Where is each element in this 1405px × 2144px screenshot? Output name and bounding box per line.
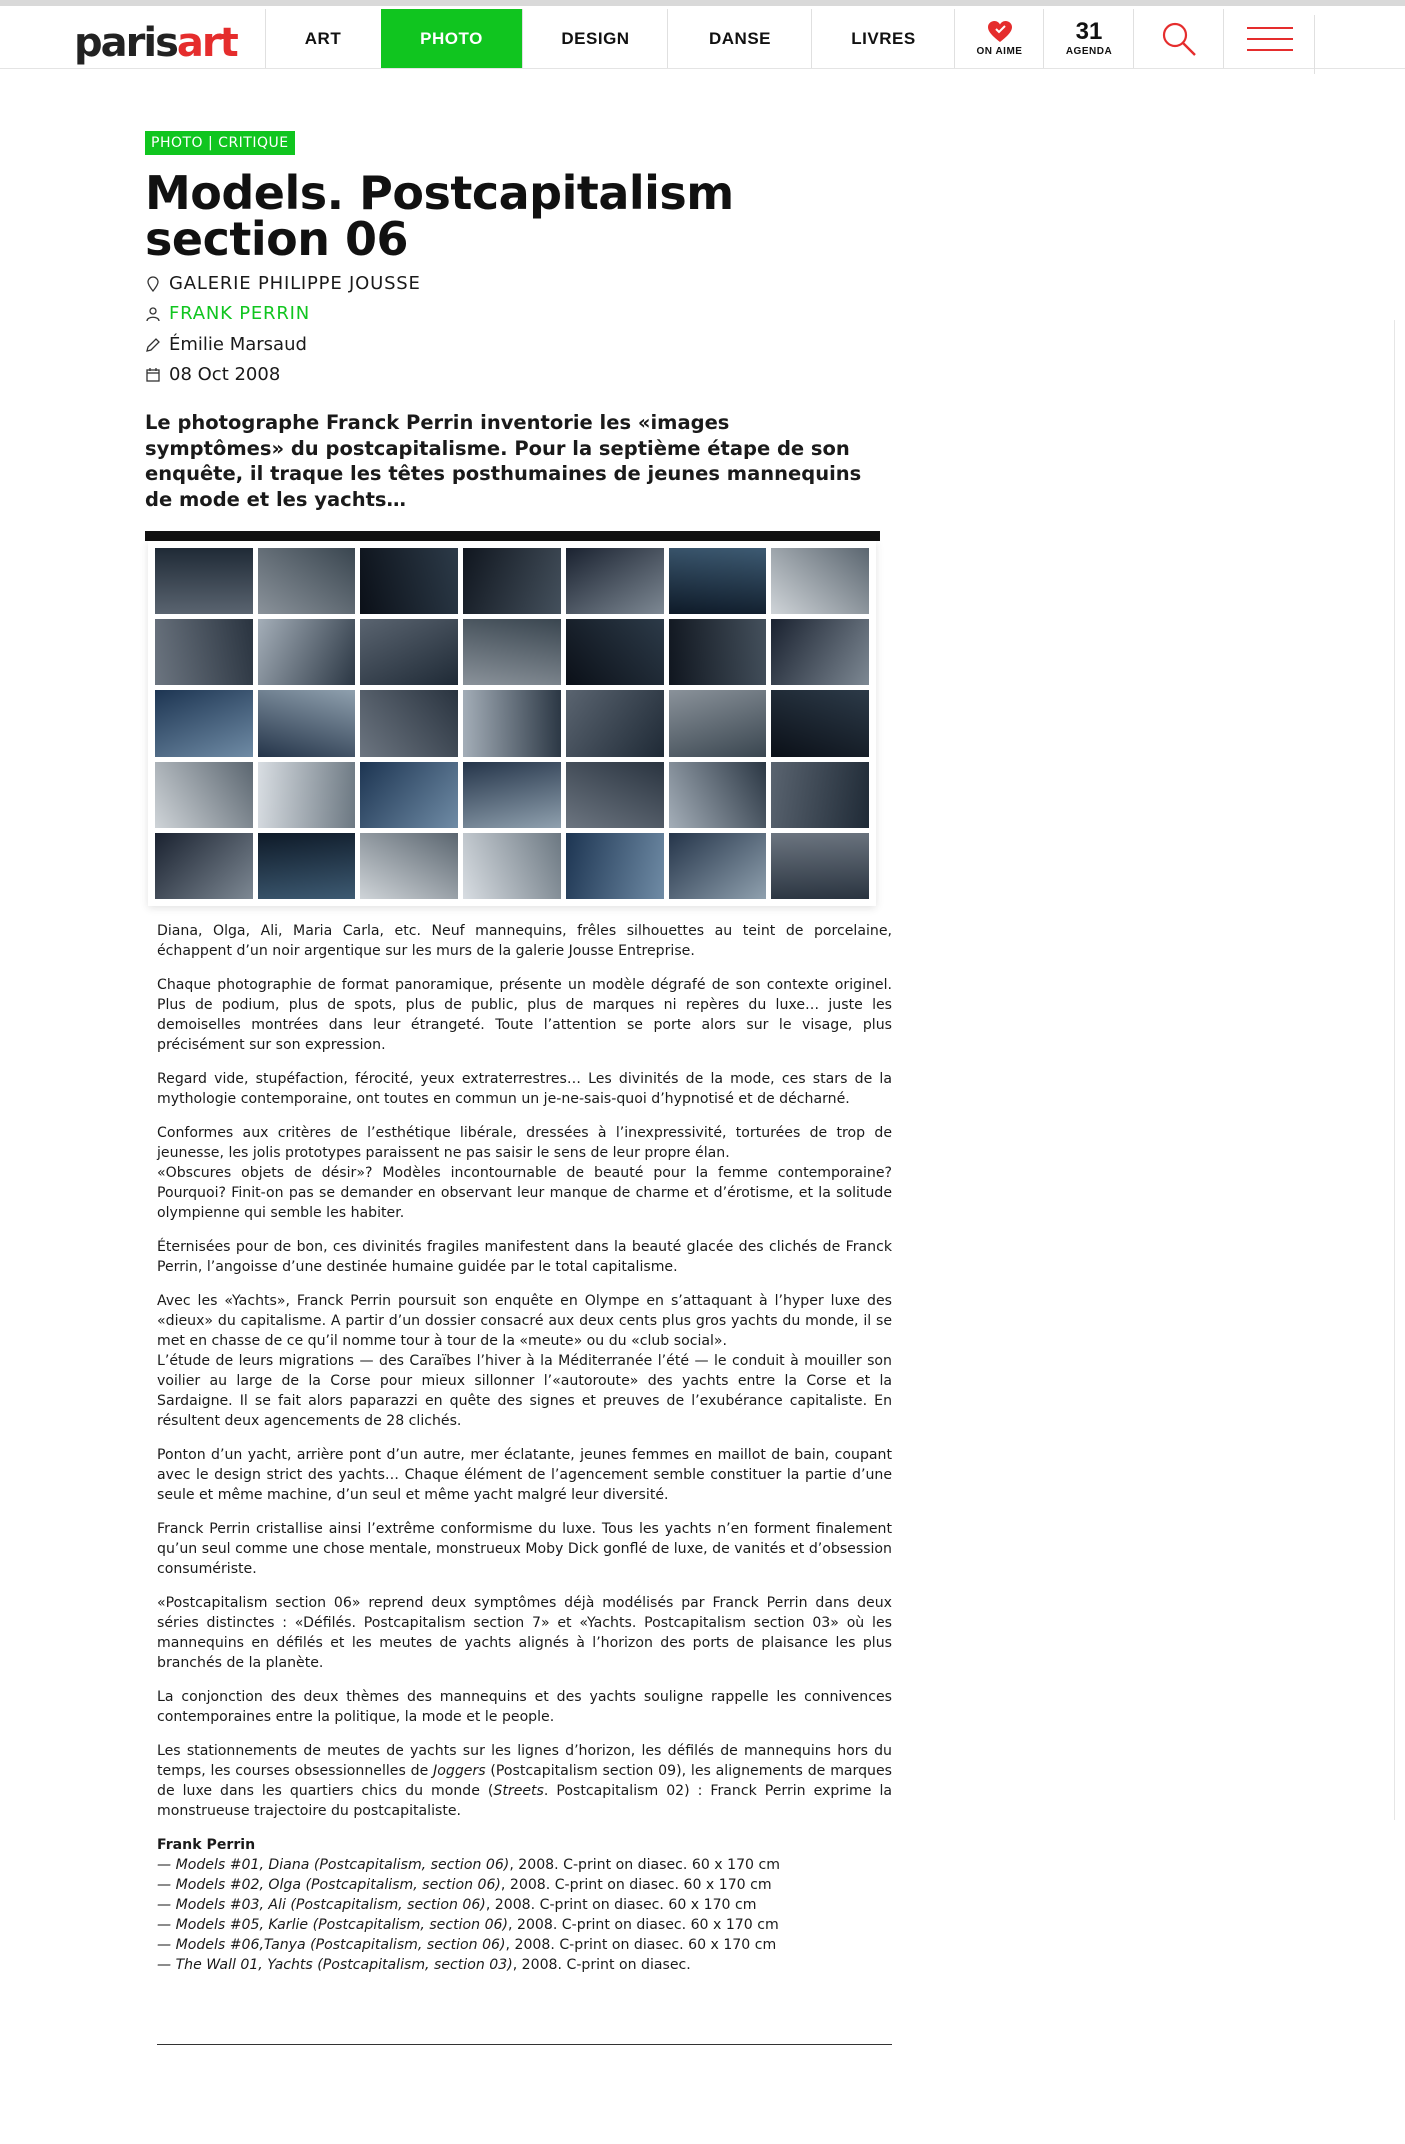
meta-date: 08 Oct 2008	[145, 364, 280, 385]
calendar-icon	[145, 367, 161, 383]
article-paragraph: Chaque photographie de format panoramique, présente un modèle dégrafé de son contexte originel. Plus de podium, plus de spots, plus de public, plus de marques ni repères du luxe… juste les demoiselles montrées dans leur étrangeté. Toute l’attention se porte alors sur le visage, plus précisément sur son expression.	[157, 977, 892, 1053]
mosaic-photo-tile	[360, 833, 458, 899]
meta-author: Émilie Marsaud	[145, 334, 307, 355]
mosaic-photo-tile	[155, 762, 253, 828]
mosaic-photo-tile	[771, 762, 869, 828]
pencil-icon	[145, 337, 161, 353]
nav-photo[interactable]: PHOTO	[381, 9, 522, 68]
credit-line: — Models #03, Ali (Postcapitalism, section 06), 2008. C-print on diasec. 60 x 170 cm	[157, 1897, 757, 1913]
mosaic-photo-tile	[669, 619, 767, 685]
on-aime-label: ON AIME	[976, 46, 1023, 57]
search-button[interactable]	[1133, 9, 1224, 68]
mosaic-photo-tile	[155, 833, 253, 899]
image-top-bar	[145, 531, 880, 541]
credit-line: — The Wall 01, Yachts (Postcapitalism, section 03), 2008. C-print on diasec.	[157, 1957, 691, 1973]
yachts-photo-mosaic[interactable]	[148, 541, 876, 906]
mosaic-photo-tile	[360, 690, 458, 756]
nav-design[interactable]: DESIGN	[522, 9, 668, 68]
nav-on-aime[interactable]	[954, 9, 1044, 68]
mosaic-photo-tile	[360, 762, 458, 828]
article-lead: Le photographe Franck Perrin inventorie les «images symptômes» du postcapitalisme. Pour la septième étape de son enquête, il traque les têtes posthumaines de jeunes mannequins de mode et les yachts…	[145, 411, 862, 511]
heart-icon	[987, 20, 1013, 44]
nav-danse[interactable]: DANSE	[667, 9, 812, 68]
mosaic-photo-tile	[155, 548, 253, 614]
mosaic-photo-tile	[463, 690, 561, 756]
mosaic-photo-tile	[258, 619, 356, 685]
credit-line: — Models #01, Diana (Postcapitalism, section 06), 2008. C-print on diasec. 60 x 170 cm	[157, 1857, 780, 1873]
location-pin-icon	[145, 276, 161, 292]
mosaic-photo-tile	[155, 690, 253, 756]
credit-line: — Models #02, Olga (Postcapitalism, section 06), 2008. C-print on diasec. 60 x 170 cm	[157, 1877, 772, 1893]
mosaic-photo-tile	[463, 548, 561, 614]
article-title: Models. Postcapitalism section 06	[145, 166, 734, 266]
search-icon	[1160, 20, 1198, 58]
menu-button[interactable]	[1223, 9, 1315, 68]
mosaic-photo-tile	[463, 619, 561, 685]
article-paragraph: Regard vide, stupéfaction, férocité, yeux extraterrestres… Les divinités de la mode, ces stars de la mythologie contemporaine, ont toutes en commun un je-ne-sais-quoi d’hypnotisé et de décharné.	[157, 1071, 892, 1107]
mosaic-photo-tile	[669, 548, 767, 614]
mosaic-photo-tile	[155, 619, 253, 685]
article-paragraph: Avec les «Yachts», Franck Perrin poursuit son enquête en Olympe en s’attaquant à l’hyper luxe des «dieux» du capitalisme. A partir d’un dossier consacré aux deux cents plus gros yachts du monde, il se met en chasse de ce qu’il nomme tour à tour de la «meute» ou du «club social». L’étude de leurs migrations — des Caraïbes l’hiver à la Méditerranée l’été — le conduit à mouiller son voilier au large de la Corse pour mieux sillonner l’«autoroute» des yachts entre la Corse et la Sardaigne. Il se fait alors paparazzi en quête des signes et preuves de l’exubérance capitaliste. En résultent deux agencements de 28 clichés.	[157, 1293, 892, 1429]
credit-line: — Models #05, Karlie (Postcapitalism, section 06), 2008. C-print on diasec. 60 x 170 cm	[157, 1917, 779, 1933]
person-icon	[145, 306, 161, 322]
article-paragraph: «Postcapitalism section 06» reprend deux symptômes déjà modélisés par Franck Perrin dans deux séries distinctes : «Défilés. Postcapitalism section 7» et «Yachts. Postcapitalism section 03» où les mannequins en défilés et les meutes de yachts alignés à l’horizon des ports de plaisance les plus branchés de la planète.	[157, 1595, 892, 1671]
nav-end-divider	[1314, 15, 1315, 74]
mosaic-photo-tile	[566, 548, 664, 614]
credit-line: — Models #06,Tanya (Postcapitalism, section 06), 2008. C-print on diasec. 60 x 170 cm	[157, 1937, 777, 1953]
mosaic-photo-tile	[258, 833, 356, 899]
mosaic-photo-tile	[566, 619, 664, 685]
mosaic-photo-tile	[771, 690, 869, 756]
article-paragraph: Ponton d’un yacht, arrière pont d’un autre, mer éclatante, jeunes femmes en maillot de bain, coupant avec le design strict des yachts… Chaque élément de l’agencement semble constituer la partie d’une seule et même machine, d’un seul et même yacht malgré leur diversité.	[157, 1447, 892, 1503]
article-paragraph-last: Les stationnements de meutes de yachts sur les lignes d’horizon, les défilés de mannequins hors du temps, les courses obsessionnelles de Joggers (Postcapitalism section 09), les alignements de marques de luxe dans les quartiers chics du monde (Streets. Postcapitalism 02) : Franck Perrin exprime la monstrueuse trajectoire du postcapitaliste.	[157, 1743, 893, 1819]
mosaic-photo-tile	[258, 762, 356, 828]
mosaic-photo-tile	[258, 548, 356, 614]
page-edge-line	[1394, 320, 1395, 1820]
nav-art[interactable]: ART	[265, 9, 380, 68]
meta-gallery[interactable]: GALERIE PHILIPPE JOUSSE	[145, 273, 421, 294]
mosaic-photo-tile	[669, 833, 767, 899]
nav-livres[interactable]: LIVRES	[811, 9, 955, 68]
agenda-day-number: 31	[1075, 18, 1103, 45]
category-tag[interactable]: PHOTO | CRITIQUE	[145, 131, 295, 155]
article-paragraph: Diana, Olga, Ali, Maria Carla, etc. Neuf mannequins, frêles silhouettes au teint de porcelaine, échappent d’un noir argentique sur les murs de la galerie Jousse Entreprise.	[157, 923, 892, 959]
site-header	[0, 6, 1405, 69]
mosaic-photo-tile	[669, 762, 767, 828]
mosaic-photo-tile	[258, 690, 356, 756]
mosaic-photo-tile	[771, 548, 869, 614]
mosaic-photo-tile	[566, 833, 664, 899]
menu-icon	[1247, 26, 1293, 52]
mosaic-photo-tile	[566, 690, 664, 756]
mosaic-photo-tile	[771, 833, 869, 899]
mosaic-photo-tile	[463, 762, 561, 828]
article-paragraph: Éternisées pour de bon, ces divinités fragiles manifestent dans la beauté glacée des clichés de Franck Perrin, l’angoisse d’une destinée humaine guidée par le total capitalisme.	[157, 1239, 892, 1275]
mosaic-photo-tile	[566, 762, 664, 828]
article-end-rule	[157, 2044, 892, 2045]
artwork-credits	[157, 1835, 892, 1975]
site-logo[interactable]: parisart	[74, 20, 237, 66]
mosaic-photo-tile	[771, 619, 869, 685]
article-paragraph: La conjonction des deux thèmes des mannequins et des yachts souligne rappelle les connivences contemporaines entre la politique, la mode et le people.	[157, 1689, 892, 1725]
mosaic-photo-tile	[463, 833, 561, 899]
article-body	[157, 921, 892, 1975]
mosaic-photo-tile	[669, 690, 767, 756]
credits-artist-name: Frank Perrin	[157, 1837, 256, 1853]
meta-artist[interactable]: FRANK PERRIN	[145, 303, 310, 324]
article-paragraph: Conformes aux critères de l’esthétique libérale, dressées à l’inexpressivité, torturées de trop de jeunesse, les jolis prototypes paraissent ne pas saisir le sens de leur propre élan. «Obscures objets de désir»? Modèles incontournable de beauté pour la femme contemporaine? Pourquoi? Finit-on pas se demander en observant leur manque de charme et d’érotisme, et la solitude olympienne qui semble les habiter.	[157, 1125, 892, 1221]
mosaic-photo-tile	[360, 548, 458, 614]
nav-agenda[interactable]	[1043, 9, 1134, 68]
agenda-label: AGENDA	[1065, 46, 1113, 57]
article-paragraph: Franck Perrin cristallise ainsi l’extrême conformisme du luxe. Tous les yachts n’en forment finalement qu’un seul comme une chose mentale, monstrueux Moby Dick gonflé de luxe, de vanités et d’obsession consumériste.	[157, 1521, 892, 1577]
mosaic-photo-tile	[360, 619, 458, 685]
